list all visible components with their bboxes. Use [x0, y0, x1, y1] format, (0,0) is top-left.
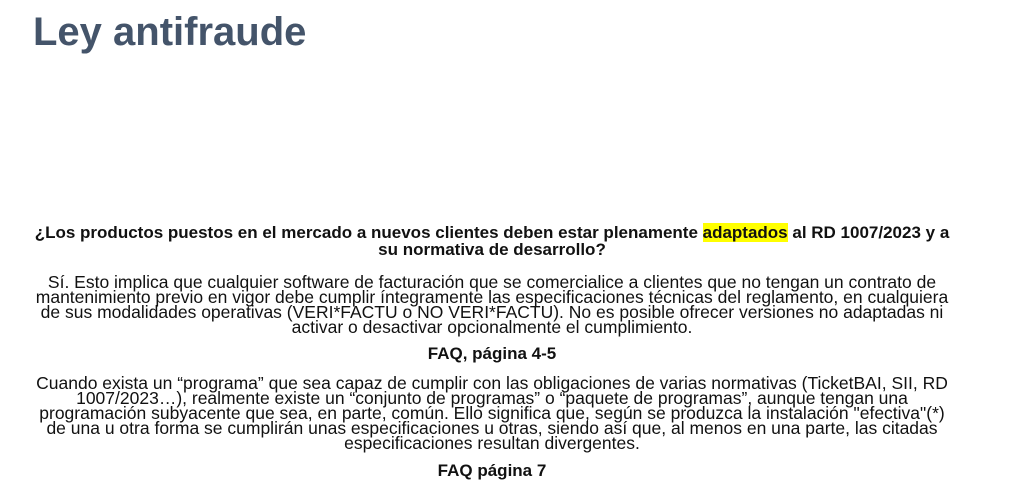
faq-reference-2: FAQ página 7: [437, 461, 547, 480]
highlighted-word: adaptados: [702, 223, 788, 242]
slide-content: [30, 224, 954, 481]
answer-paragraph-1: Sí. Esto implica que cualquier software de facturación que se comercialice a clientes que no tengan un contrato de mantenimiento previo en vigor debe cumplir íntegramente las especificaciones técnicas del reglamento, en cualquiera de sus modalidades operativas (VERI*FACTU o NO VERI*FACTU). No es posible ofrecer versiones no adaptadas ni activar o desactivar opcionalmente el cumplimiento.: [35, 272, 949, 337]
question-text-start: ¿Los productos puestos en el mercado a nuevos clientes deben estar plenamente: [34, 223, 703, 242]
faq-reference-1: FAQ, página 4-5: [427, 344, 557, 363]
answer-paragraph-2: Cuando exista un “programa” que sea capaz de cumplir con las obligaciones de varias normativas (TicketBAI, SII, RD 1007/2023…), realmente existe un “conjunto de programas” o “paquete de programas”, aunque tengan una programación subyacente que sea, en parte, común. Ello significa que, según se produzca la instalación "efectiva"(*) de una u otra forma se cumplirán unas especificaciones u otras, siendo así que, al menos en una parte, las citadas especificaciones resultan divergentes.: [36, 373, 948, 453]
faq-question: [30, 224, 954, 258]
question-text-end: al RD 1007/2023 y a su normativa de desarrollo?: [378, 223, 950, 259]
slide-title: Ley antifraude: [33, 10, 307, 54]
